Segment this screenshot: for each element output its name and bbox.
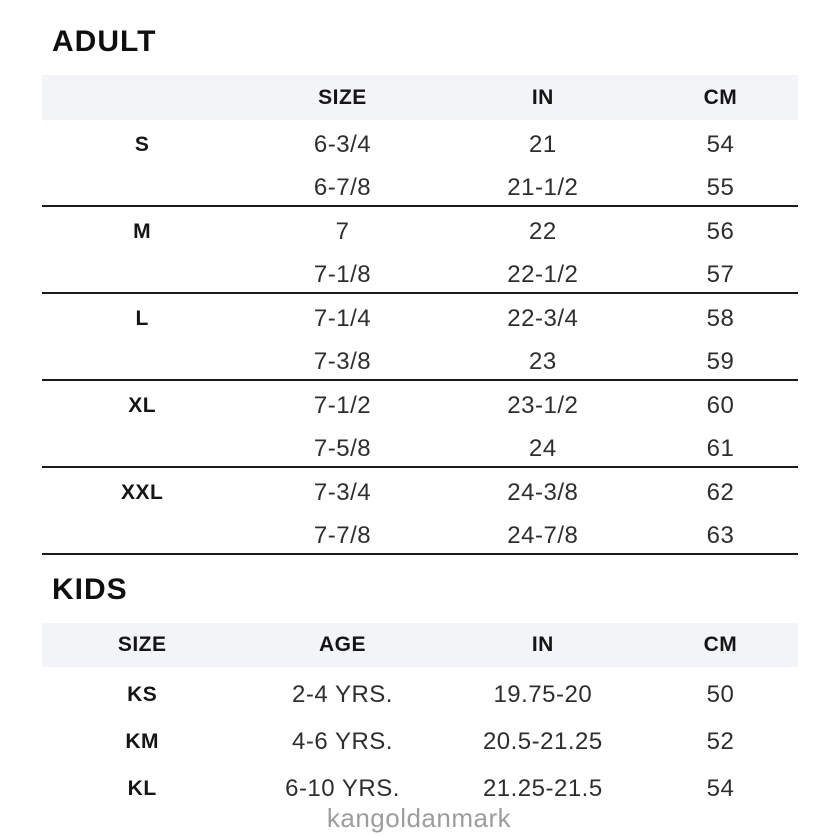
kids-header-cm: CM bbox=[703, 633, 738, 656]
table-row bbox=[42, 250, 798, 293]
cm-value: 57 bbox=[706, 260, 735, 288]
size-label: S bbox=[134, 133, 150, 157]
adult-header-cm: CM bbox=[703, 85, 738, 109]
table-row bbox=[42, 511, 798, 554]
inches-value: 24 bbox=[528, 434, 557, 462]
table-row bbox=[42, 207, 798, 250]
size-value: 6-7/8 bbox=[313, 173, 372, 201]
size-label: KM bbox=[125, 730, 159, 753]
cm-value: 59 bbox=[706, 347, 735, 375]
inches-value: 24-7/8 bbox=[507, 521, 579, 549]
cm-value: 56 bbox=[706, 218, 735, 246]
inches-value: 22-1/2 bbox=[507, 260, 579, 288]
adult-size-group-l bbox=[42, 294, 798, 381]
size-value: 6-3/4 bbox=[313, 131, 372, 159]
table-row bbox=[42, 667, 798, 714]
age-value: 2-4 YRS. bbox=[292, 681, 393, 708]
adult-size-table bbox=[42, 75, 798, 555]
cm-value: 52 bbox=[706, 728, 735, 755]
table-row bbox=[42, 381, 798, 424]
table-row bbox=[42, 120, 798, 163]
size-label: KS bbox=[127, 683, 158, 706]
cm-value: 54 bbox=[706, 131, 735, 159]
age-value: 4-6 YRS. bbox=[292, 728, 393, 755]
size-label: L bbox=[135, 307, 149, 331]
table-row bbox=[42, 337, 798, 380]
adult-size-group-s bbox=[42, 120, 798, 207]
cm-value: 55 bbox=[706, 173, 735, 201]
cm-value: 62 bbox=[706, 479, 735, 507]
size-value: 7-1/4 bbox=[313, 305, 372, 333]
size-label: XXL bbox=[120, 481, 164, 505]
kids-section-title: KIDS bbox=[52, 573, 128, 606]
kids-header-in: IN bbox=[531, 633, 554, 656]
inches-value: 23-1/2 bbox=[507, 392, 579, 420]
cm-value: 60 bbox=[706, 392, 735, 420]
inches-value: 23 bbox=[528, 347, 557, 375]
table-row bbox=[42, 761, 798, 808]
table-row bbox=[42, 424, 798, 467]
size-value: 7-1/2 bbox=[313, 392, 372, 420]
kids-size-table bbox=[42, 623, 798, 808]
inches-value: 21 bbox=[528, 131, 557, 159]
cm-value: 63 bbox=[706, 521, 735, 549]
size-label: KL bbox=[127, 777, 157, 800]
table-row bbox=[42, 468, 798, 511]
cm-value: 58 bbox=[706, 305, 735, 333]
age-value: 6-10 YRS. bbox=[285, 775, 400, 802]
adult-table-header-row bbox=[42, 75, 798, 120]
inches-value: 22 bbox=[528, 218, 557, 246]
kids-header-age: AGE bbox=[318, 633, 366, 656]
inches-value: 20.5-21.25 bbox=[482, 728, 603, 755]
inches-value: 24-3/8 bbox=[507, 479, 579, 507]
table-row bbox=[42, 714, 798, 761]
adult-section-title: ADULT bbox=[52, 25, 157, 58]
size-label: XL bbox=[128, 394, 157, 418]
adult-header-size: SIZE bbox=[318, 85, 367, 109]
kids-header-size: SIZE bbox=[117, 633, 167, 656]
adult-header-in: IN bbox=[531, 85, 554, 109]
size-value: 7-3/8 bbox=[313, 347, 372, 375]
table-row bbox=[42, 163, 798, 206]
size-value: 7-5/8 bbox=[313, 434, 372, 462]
adult-size-group-m bbox=[42, 207, 798, 294]
size-value: 7-1/8 bbox=[313, 260, 372, 288]
size-value: 7 bbox=[335, 218, 350, 246]
inches-value: 21-1/2 bbox=[507, 173, 579, 201]
size-value: 7-7/8 bbox=[313, 521, 372, 549]
inches-value: 22-3/4 bbox=[507, 305, 579, 333]
adult-size-group-xxl bbox=[42, 468, 798, 555]
size-value: 7-3/4 bbox=[313, 479, 372, 507]
cm-value: 54 bbox=[706, 775, 735, 802]
adult-size-group-xl bbox=[42, 381, 798, 468]
cm-value: 50 bbox=[706, 681, 735, 708]
inches-value: 21.25-21.5 bbox=[482, 775, 603, 802]
kids-table-header-row bbox=[42, 623, 798, 667]
size-label: M bbox=[133, 220, 152, 244]
cm-value: 61 bbox=[706, 434, 735, 462]
table-row bbox=[42, 294, 798, 337]
inches-value: 19.75-20 bbox=[493, 681, 593, 708]
brand-watermark: kangoldanmark bbox=[326, 803, 512, 833]
